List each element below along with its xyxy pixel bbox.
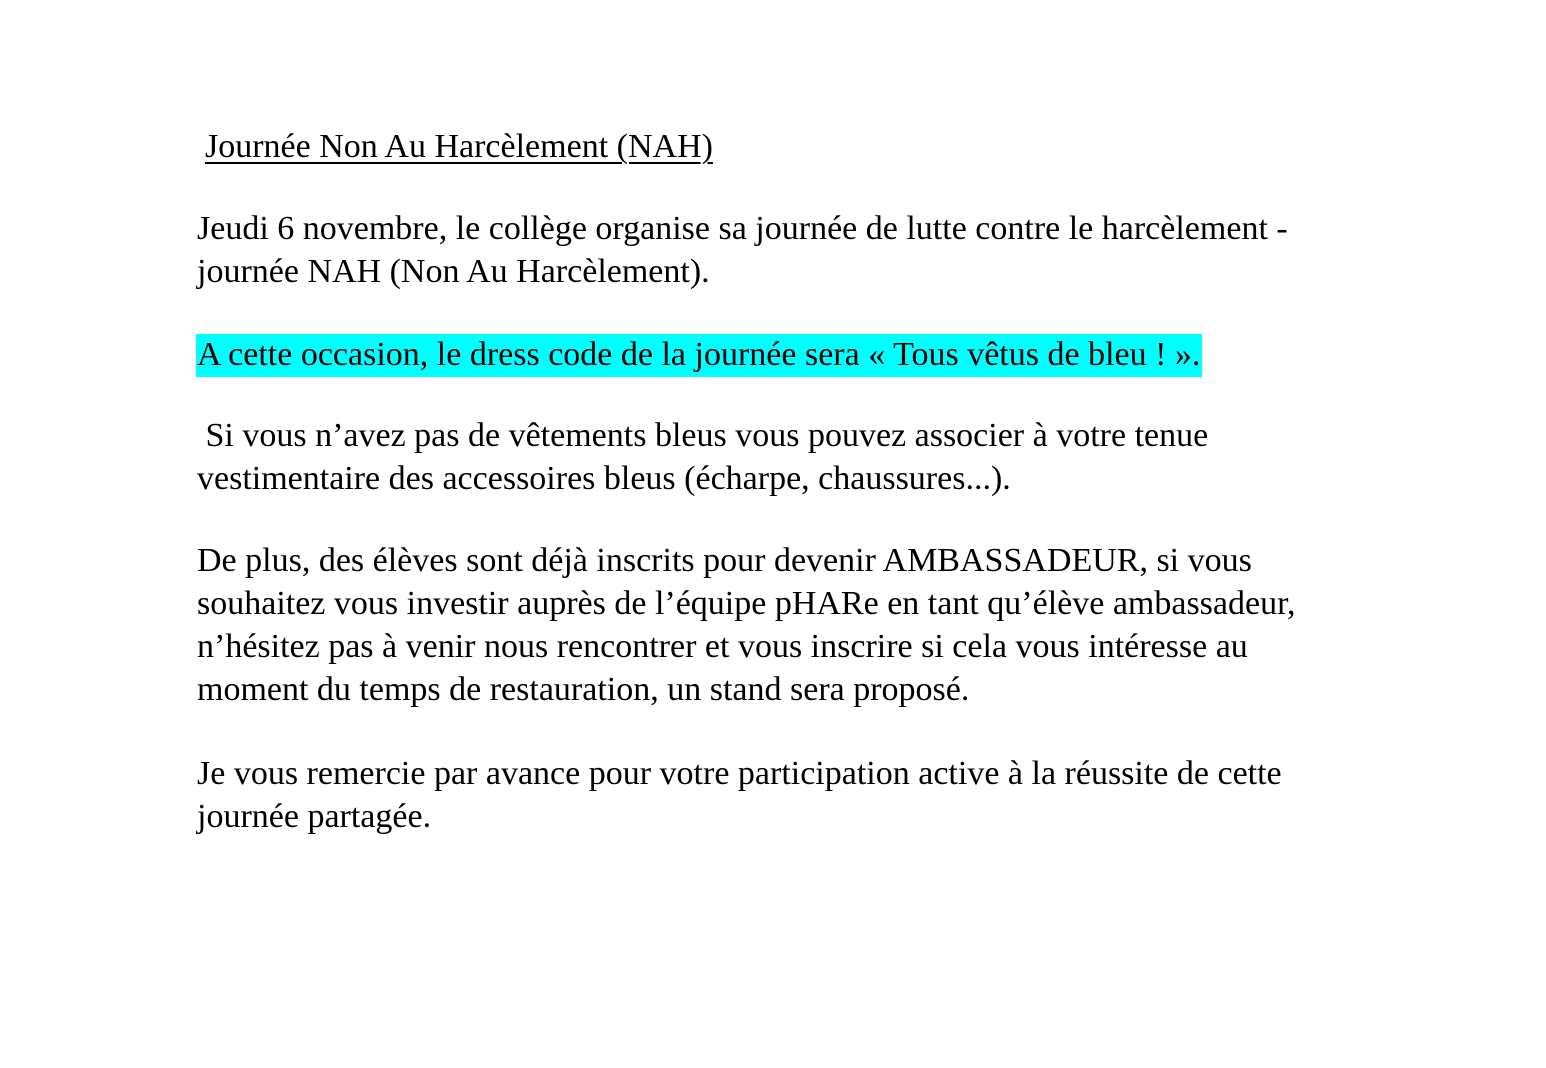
paragraph-line: journée partagée. [197,798,432,835]
document-title: Journée Non Au Harcèlement (NAH) [205,128,713,165]
paragraph-line: De plus, des élèves sont déjà inscrits pour devenir AMBASSADEUR, si vous [197,542,1252,579]
paragraph-accessories [197,414,1437,500]
paragraph-line: Je vous remercie par avance pour votre participation active à la réussite de cette [197,755,1282,792]
paragraph-dress-code [197,333,1437,376]
paragraph-line: Si vous n’avez pas de vêtements bleus vous pouvez associer à votre tenue [197,417,1209,454]
paragraph-line: n’hésitez pas à venir nous rencontrer et vous inscrire si cela vous intéresse au [197,628,1248,665]
paragraph-line: vestimentaire des accessoires bleus (écharpe, chaussures...). [197,460,1011,497]
paragraph-line: souhaitez vous investir auprès de l’équipe pHARe en tant qu’élève ambassadeur, [197,585,1296,622]
paragraph-line [197,333,1437,376]
paragraph-thanks [197,752,1437,838]
paragraph-line: moment du temps de restauration, un stand sera proposé. [197,671,970,708]
paragraph-event-announcement [197,207,1437,293]
paragraph-line: Jeudi 6 novembre, le collège organise sa journée de lutte contre le harcèlement - [197,210,1288,247]
highlighted-text: A cette occasion, le dress code de la journée sera « Tous vêtus de bleu ! ». [196,334,1202,377]
paragraph-ambassador [197,539,1437,711]
paragraph-line: journée NAH (Non Au Harcèlement). [197,253,710,290]
